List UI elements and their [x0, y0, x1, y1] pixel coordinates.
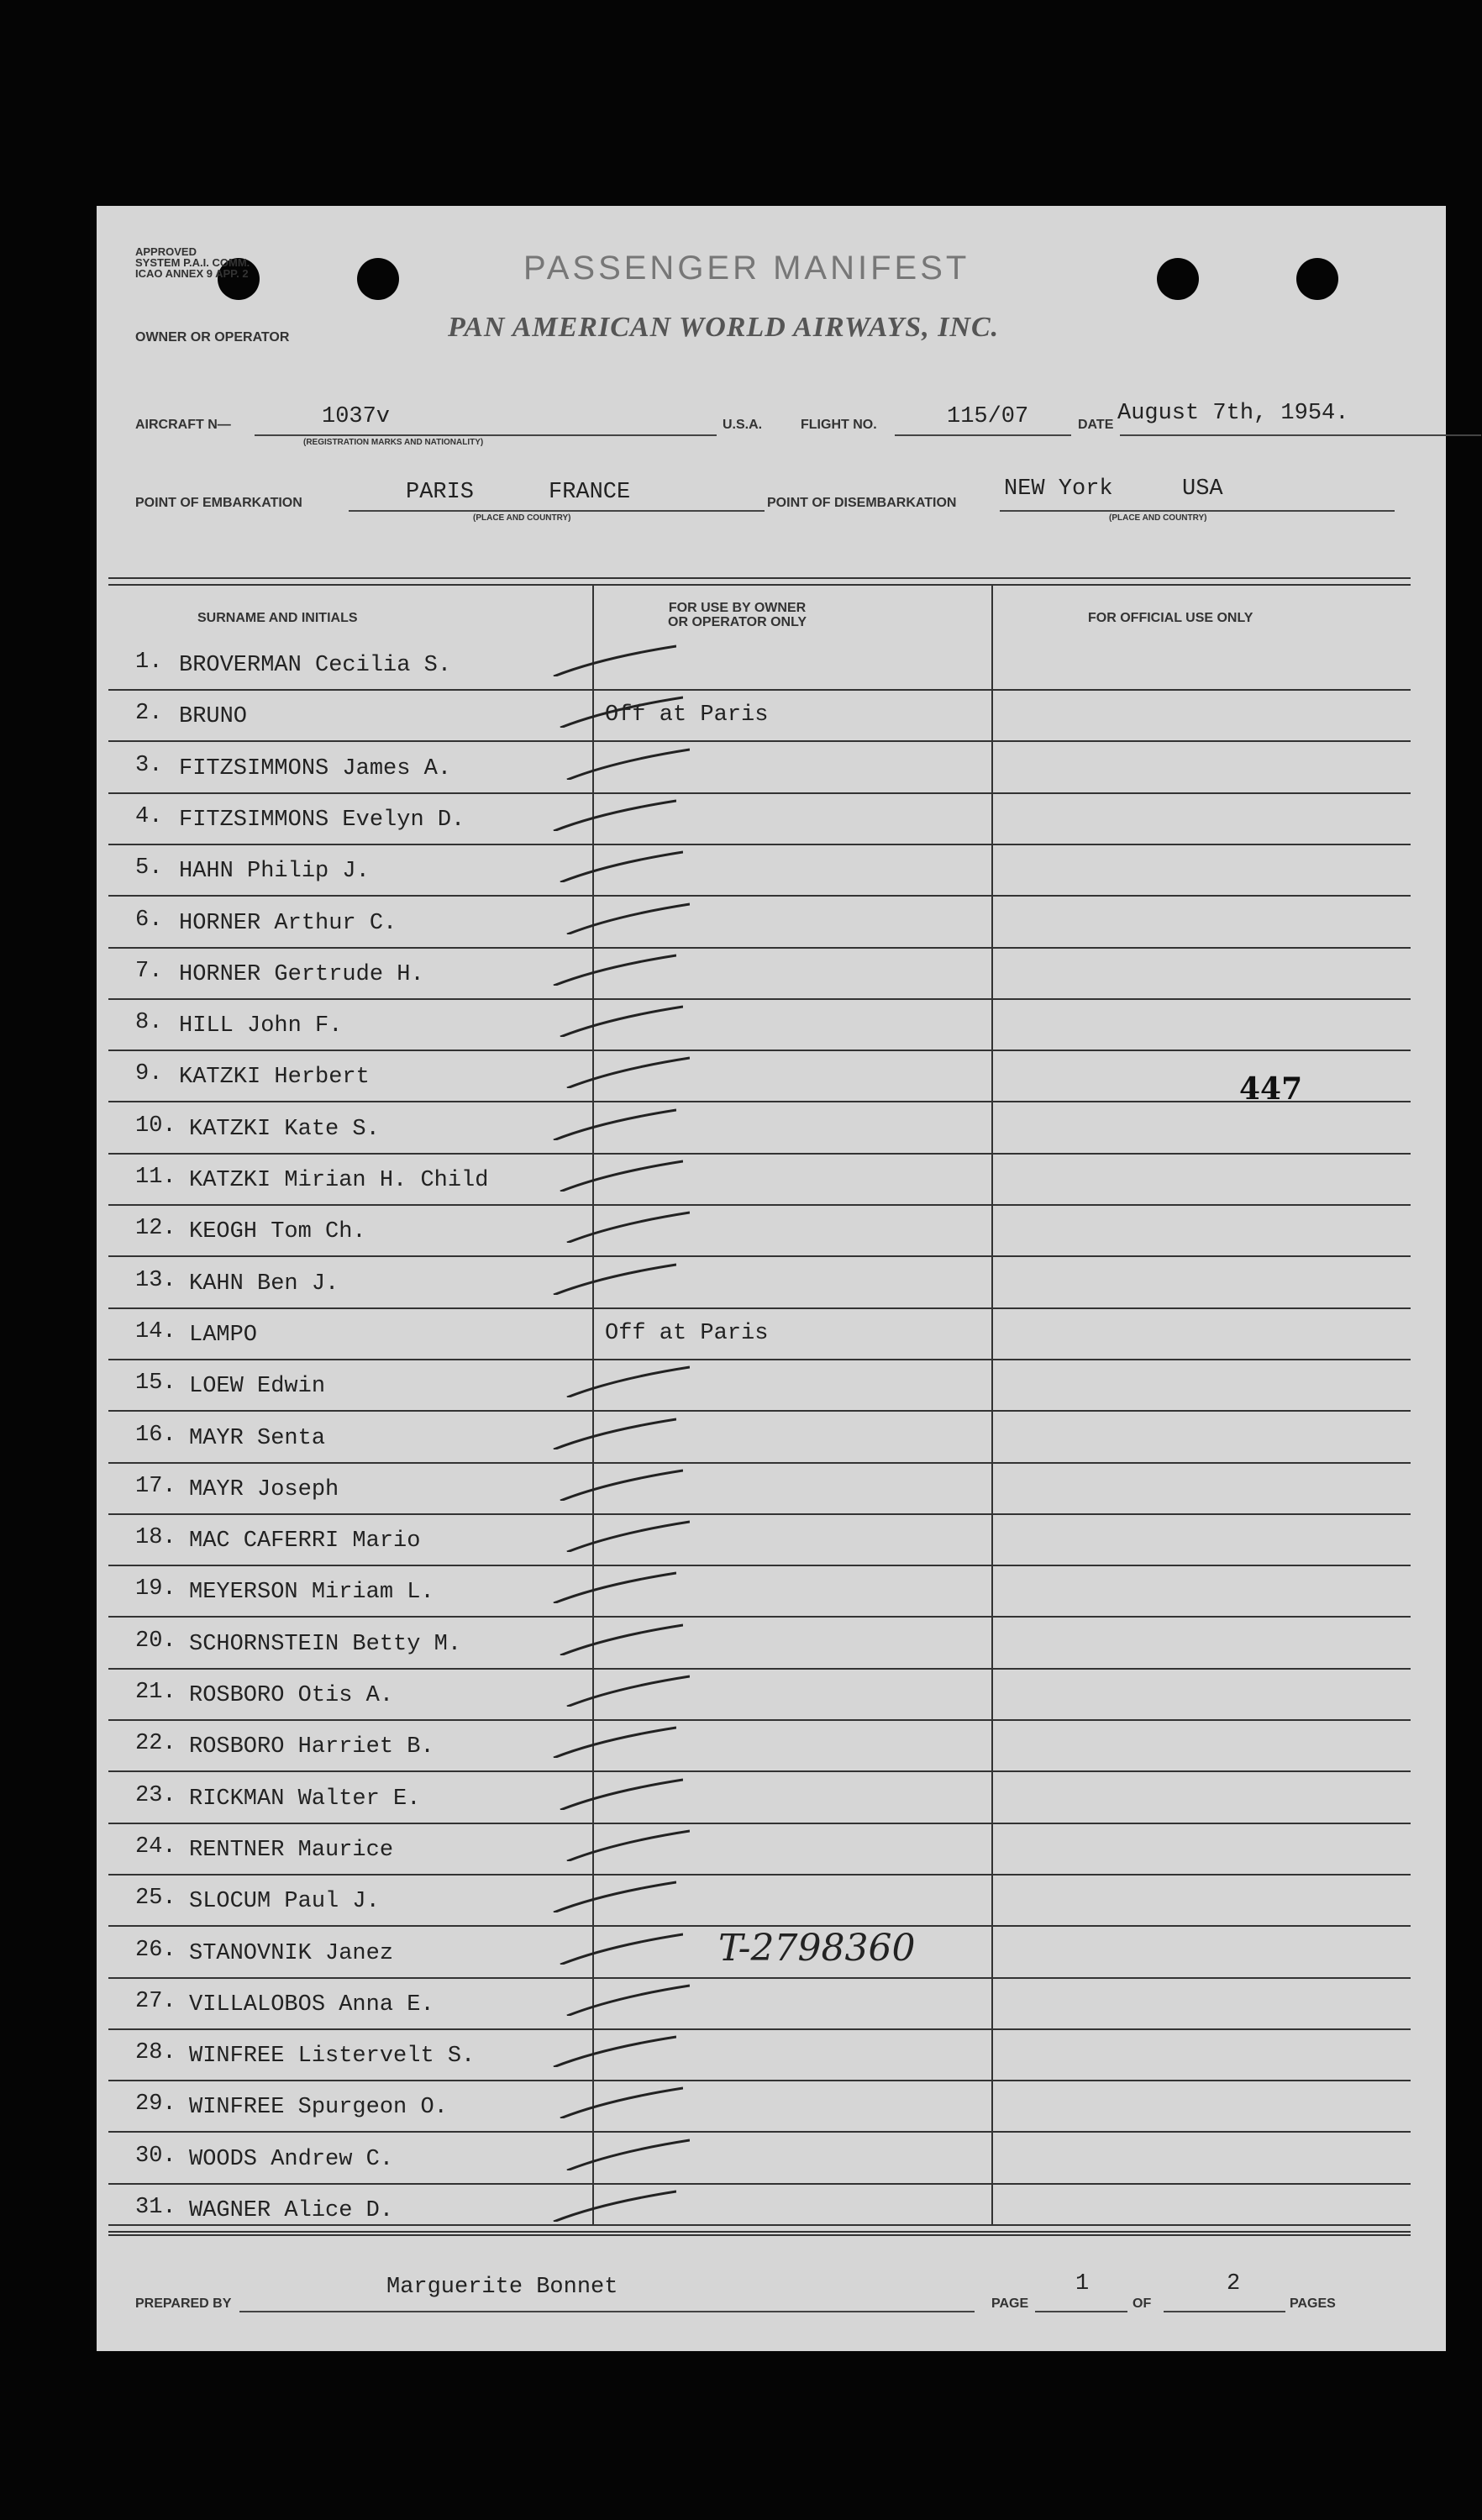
passenger-name: MAYR Senta: [189, 1426, 326, 1451]
row-rule: [108, 844, 1411, 845]
row-rule: [108, 1719, 1411, 1721]
passenger-name: WAGNER Alice D.: [189, 2198, 394, 2223]
disembark-label: POINT OF DISEMBARKATION: [767, 496, 957, 510]
check-stroke: [554, 801, 676, 831]
passenger-name: MAC CAFERRI Mario: [189, 1528, 421, 1554]
check-mark: [550, 1107, 676, 1140]
surname-column-header: SURNAME AND INITIALS: [197, 611, 358, 625]
row-rule: [108, 1050, 1411, 1051]
row-number: 7.: [135, 959, 163, 984]
approved-block: [135, 246, 250, 279]
total-pages: 2: [1227, 2271, 1241, 2296]
check-stroke: [560, 1934, 683, 1965]
row-number: 20.: [135, 1628, 176, 1654]
row-rule: [108, 1410, 1411, 1412]
row-rule: [108, 740, 1411, 742]
row-rule: [108, 1462, 1411, 1464]
check-mark: [564, 1209, 690, 1243]
embark-country: FRANCE: [549, 480, 631, 505]
row-rule: [108, 1513, 1411, 1515]
aircraft-label: AIRCRAFT N—: [135, 418, 231, 432]
check-stroke: [554, 1110, 676, 1140]
pages-label: PAGES: [1290, 2296, 1336, 2311]
row-rule: [108, 1359, 1411, 1360]
row-rule: [108, 1204, 1411, 1206]
passenger-name: FITZSIMMONS James A.: [179, 756, 452, 781]
check-stroke: [554, 1419, 676, 1449]
passenger-name: LAMPO: [189, 1323, 258, 1348]
row-number: 31.: [135, 2195, 176, 2220]
check-stroke: [567, 2140, 690, 2170]
row-rule: [108, 2080, 1411, 2081]
row-rule: [108, 1565, 1411, 1566]
row-number: 21.: [135, 1680, 176, 1705]
check-mark: [550, 952, 676, 986]
row-rule: [108, 1770, 1411, 1772]
date-label: DATE: [1078, 418, 1114, 432]
check-mark: [557, 1776, 683, 1810]
check-mark: [550, 1416, 676, 1449]
passenger-name: WOODS Andrew C.: [189, 2147, 394, 2172]
check-mark: [557, 1158, 683, 1192]
check-stroke: [567, 904, 690, 934]
row-number: 23.: [135, 1783, 176, 1808]
passenger-name: SLOCUM Paul J.: [189, 1889, 380, 1914]
row-rule: [108, 1668, 1411, 1670]
row-rule: [108, 1255, 1411, 1257]
row-number: 17.: [135, 1474, 176, 1499]
check-stroke: [560, 697, 683, 728]
check-stroke: [554, 2037, 676, 2067]
passenger-name: SCHORNSTEIN Betty M.: [189, 1632, 462, 1657]
check-stroke: [554, 1728, 676, 1758]
row-rule: [108, 1616, 1411, 1618]
check-mark: [564, 901, 690, 934]
owner-column-header-line: FOR USE BY OWNER: [668, 601, 807, 615]
check-mark: [550, 1570, 676, 1603]
row-number: 10.: [135, 1113, 176, 1139]
check-stroke: [554, 1265, 676, 1295]
passenger-name: FITZSIMMONS Evelyn D.: [179, 808, 465, 833]
row-rule: [108, 947, 1411, 949]
row-number: 5.: [135, 855, 163, 881]
aircraft-value: 1037v: [322, 404, 391, 429]
passenger-name: MEYERSON Miriam L.: [189, 1580, 434, 1605]
passenger-name: BROVERMAN Cecilia S.: [179, 653, 452, 678]
check-stroke: [567, 750, 690, 780]
row-number: 30.: [135, 2144, 176, 2169]
disembark-country: USA: [1182, 476, 1223, 502]
row-rule: [108, 1874, 1411, 1876]
check-mark: [550, 643, 676, 676]
check-mark: [557, 1931, 683, 1965]
check-stroke: [554, 646, 676, 676]
passenger-name: KATZKI Kate S.: [189, 1117, 380, 1142]
row-rule: [108, 1823, 1411, 1824]
flight-label: FLIGHT NO.: [801, 418, 877, 432]
row-number: 2.: [135, 701, 163, 726]
passenger-name: VILLALOBOS Anna E.: [189, 1992, 434, 2018]
check-mark: [564, 1055, 690, 1088]
passenger-name: KEOGH Tom Ch.: [189, 1219, 366, 1244]
check-mark: [564, 1673, 690, 1707]
row-number: 11.: [135, 1165, 176, 1190]
official-column-header: FOR OFFICIAL USE ONLY: [1088, 611, 1253, 625]
date-value: August 7th, 1954.: [1117, 401, 1349, 426]
row-rule: [108, 792, 1411, 794]
usa-label: U.S.A.: [723, 418, 763, 432]
row-number: 27.: [135, 1989, 176, 2014]
check-stroke: [567, 1367, 690, 1397]
row-number: 13.: [135, 1268, 176, 1293]
passenger-name: ROSBORO Otis A.: [189, 1683, 394, 1708]
row-rule: [108, 2234, 1411, 2236]
row-number: 28.: [135, 2040, 176, 2065]
check-mark: [557, 1467, 683, 1501]
row-rule: [108, 689, 1411, 691]
of-label: OF: [1133, 2296, 1152, 2311]
passenger-name: HORNER Gertrude H.: [179, 962, 424, 987]
row-number: 18.: [135, 1525, 176, 1550]
page-number: 1: [1075, 2271, 1090, 2296]
row-number: 16.: [135, 1423, 176, 1448]
prepared-label: PREPARED BY: [135, 2296, 232, 2311]
check-mark: [550, 1879, 676, 1912]
row-rule: [108, 1307, 1411, 1309]
check-stroke: [560, 2088, 683, 2118]
operator-note: Off at Paris: [605, 702, 769, 728]
check-mark: [564, 746, 690, 780]
row-number: 15.: [135, 1370, 176, 1396]
handwritten-number: T-2798360: [718, 1927, 916, 1970]
check-stroke: [560, 1161, 683, 1192]
disembark-city: NEW York: [1004, 476, 1113, 502]
approved-line: ICAO ANNEX 9 APP. 2: [135, 267, 249, 280]
check-mark: [564, 2137, 690, 2170]
row-number: 25.: [135, 1886, 176, 1911]
punch-hole: [1296, 258, 1338, 300]
check-stroke: [567, 1058, 690, 1088]
row-number: 29.: [135, 2091, 176, 2117]
flight-value: 115/07: [947, 404, 1029, 429]
manifest-sheet: [97, 206, 1446, 2351]
check-stroke: [560, 1470, 683, 1501]
approved-line: SYSTEM P.A.I. COMM.: [135, 256, 250, 269]
check-stroke: [554, 1573, 676, 1603]
punch-hole: [357, 258, 399, 300]
passenger-name: KAHN Ben J.: [189, 1271, 339, 1297]
row-number: 26.: [135, 1938, 176, 1963]
prepared-by: Marguerite Bonnet: [386, 2275, 618, 2300]
row-number: 14.: [135, 1319, 176, 1344]
embark-city: PARIS: [406, 480, 475, 505]
row-number: 22.: [135, 1731, 176, 1756]
check-mark: [557, 694, 683, 728]
check-stroke: [567, 1213, 690, 1243]
check-stroke: [567, 1676, 690, 1707]
check-mark: [564, 1982, 690, 2016]
row-number: 1.: [135, 650, 163, 675]
passenger-name: HAHN Philip J.: [179, 859, 370, 884]
row-number: 4.: [135, 804, 163, 829]
passenger-name: ROSBORO Harriet B.: [189, 1734, 434, 1760]
check-stroke: [567, 1522, 690, 1552]
check-mark: [564, 1364, 690, 1397]
check-stroke: [554, 2191, 676, 2222]
page-label: PAGE: [991, 2296, 1029, 2311]
owner-column-header-line: OR OPERATOR ONLY: [668, 615, 807, 629]
row-rule: [108, 2028, 1411, 2030]
check-mark: [550, 1724, 676, 1758]
passenger-name: BRUNO: [179, 704, 248, 729]
row-number: 6.: [135, 908, 163, 933]
row-number: 9.: [135, 1061, 163, 1086]
passenger-name: WINFREE Spurgeon O.: [189, 2095, 448, 2120]
row-number: 12.: [135, 1216, 176, 1241]
row-rule: [108, 1153, 1411, 1155]
passenger-name: STANOVNIK Janez: [189, 1941, 394, 1966]
registration-caption: (REGISTRATION MARKS AND NATIONALITY): [303, 438, 484, 447]
check-mark: [564, 1828, 690, 1861]
row-number: 19.: [135, 1576, 176, 1602]
passenger-name: RICKMAN Walter E.: [189, 1786, 421, 1812]
check-stroke: [560, 1625, 683, 1655]
operator-note: Off at Paris: [605, 1321, 769, 1346]
row-number: 24.: [135, 1834, 176, 1860]
embark-label: POINT OF EMBARKATION: [135, 496, 302, 510]
check-stroke: [560, 1780, 683, 1810]
check-mark: [557, 1622, 683, 1655]
embark-caption: (PLACE AND COUNTRY): [473, 513, 571, 523]
row-rule: [108, 1977, 1411, 1979]
row-rule: [108, 895, 1411, 897]
check-mark: [564, 1518, 690, 1552]
punch-hole: [1157, 258, 1199, 300]
row-number: 3.: [135, 753, 163, 778]
check-mark: [550, 797, 676, 831]
passenger-name: HILL John F.: [179, 1013, 343, 1039]
owner-label: OWNER OR OPERATOR: [135, 330, 290, 345]
check-stroke: [554, 1882, 676, 1912]
check-stroke: [567, 1831, 690, 1861]
check-mark: [557, 849, 683, 882]
passenger-name: KATZKI Herbert: [179, 1065, 370, 1090]
row-number: 8.: [135, 1010, 163, 1035]
check-stroke: [560, 852, 683, 882]
row-rule: [108, 2183, 1411, 2185]
passenger-name: MAYR Joseph: [189, 1477, 339, 1502]
passenger-name: HORNER Arthur C.: [179, 911, 397, 936]
check-stroke: [554, 955, 676, 986]
check-mark: [557, 1003, 683, 1037]
disembark-caption: (PLACE AND COUNTRY): [1109, 513, 1207, 523]
page-title: PASSENGER MANIFEST: [523, 250, 970, 287]
row-rule: [108, 998, 1411, 1000]
check-mark: [550, 2188, 676, 2222]
row-rule: [108, 1101, 1411, 1102]
check-mark: [550, 2033, 676, 2067]
row-rule: [108, 2131, 1411, 2133]
official-stamp: 447: [1239, 1071, 1303, 1107]
passenger-name: WINFREE Listervelt S.: [189, 2044, 476, 2069]
passenger-name: KATZKI Mirian H. Child: [189, 1168, 489, 1193]
check-mark: [557, 2085, 683, 2118]
check-mark: [550, 1261, 676, 1295]
approved-line: APPROVED: [135, 245, 197, 258]
passenger-name: RENTNER Maurice: [189, 1838, 394, 1863]
passenger-name: LOEW Edwin: [189, 1374, 326, 1399]
company-name: PAN AMERICAN WORLD AIRWAYS, INC.: [448, 312, 1000, 343]
owner-column-header: [668, 601, 807, 629]
check-stroke: [560, 1007, 683, 1037]
check-stroke: [567, 1986, 690, 2016]
